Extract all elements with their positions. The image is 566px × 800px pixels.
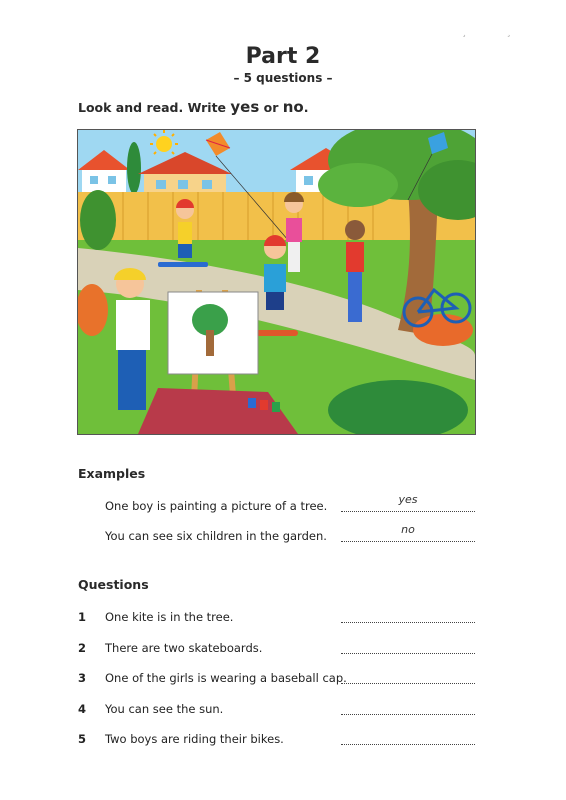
instruction bbox=[78, 98, 308, 116]
answer-line bbox=[341, 541, 475, 542]
example-answer: no bbox=[401, 523, 415, 536]
answer-line-1[interactable] bbox=[341, 622, 475, 623]
question-row bbox=[78, 732, 478, 752]
question-row bbox=[78, 641, 478, 661]
instruction-suffix: . bbox=[303, 100, 309, 115]
example-answer: yes bbox=[398, 493, 418, 506]
garden-scene-svg bbox=[78, 130, 475, 434]
instruction-or: or bbox=[259, 100, 283, 115]
question-text: Two boys are riding their bikes. bbox=[105, 732, 284, 746]
example-row bbox=[78, 493, 478, 519]
examples-heading: Examples bbox=[78, 466, 146, 481]
question-row bbox=[78, 702, 478, 722]
girl-with-string bbox=[345, 220, 365, 322]
answer-line-2[interactable] bbox=[341, 653, 475, 654]
question-number: 2 bbox=[78, 641, 87, 655]
question-text: One kite is in the tree. bbox=[105, 610, 234, 624]
question-number: 4 bbox=[78, 702, 87, 716]
question-text: One of the girls is wearing a baseball cap. bbox=[105, 671, 347, 685]
question-row bbox=[78, 610, 478, 630]
question-number: 5 bbox=[78, 732, 87, 746]
answer-line bbox=[341, 511, 475, 512]
instruction-no: no bbox=[282, 98, 304, 116]
question-number: 3 bbox=[78, 671, 87, 685]
tree-distant bbox=[127, 142, 141, 194]
question-text: There are two skateboards. bbox=[105, 641, 263, 655]
question-text: You can see the sun. bbox=[105, 702, 224, 716]
corner-marks: ¸¸ bbox=[462, 28, 551, 38]
example-row bbox=[78, 523, 478, 549]
part-subtitle: – 5 questions – bbox=[233, 71, 333, 85]
garden-scene-illustration bbox=[77, 129, 476, 435]
instruction-prefix: Look and read. Write bbox=[78, 100, 231, 115]
answer-line-3[interactable] bbox=[341, 683, 475, 684]
answer-line-4[interactable] bbox=[341, 714, 475, 715]
bush-left bbox=[80, 190, 116, 250]
answer-line-5[interactable] bbox=[341, 744, 475, 745]
example-text: You can see six children in the garden. bbox=[105, 529, 327, 543]
question-number: 1 bbox=[78, 610, 87, 624]
part-title: Part 2 bbox=[245, 44, 321, 69]
question-row bbox=[78, 671, 478, 691]
questions-heading: Questions bbox=[78, 577, 149, 592]
instruction-yes: yes bbox=[230, 98, 260, 116]
example-text: One boy is painting a picture of a tree. bbox=[105, 499, 328, 513]
